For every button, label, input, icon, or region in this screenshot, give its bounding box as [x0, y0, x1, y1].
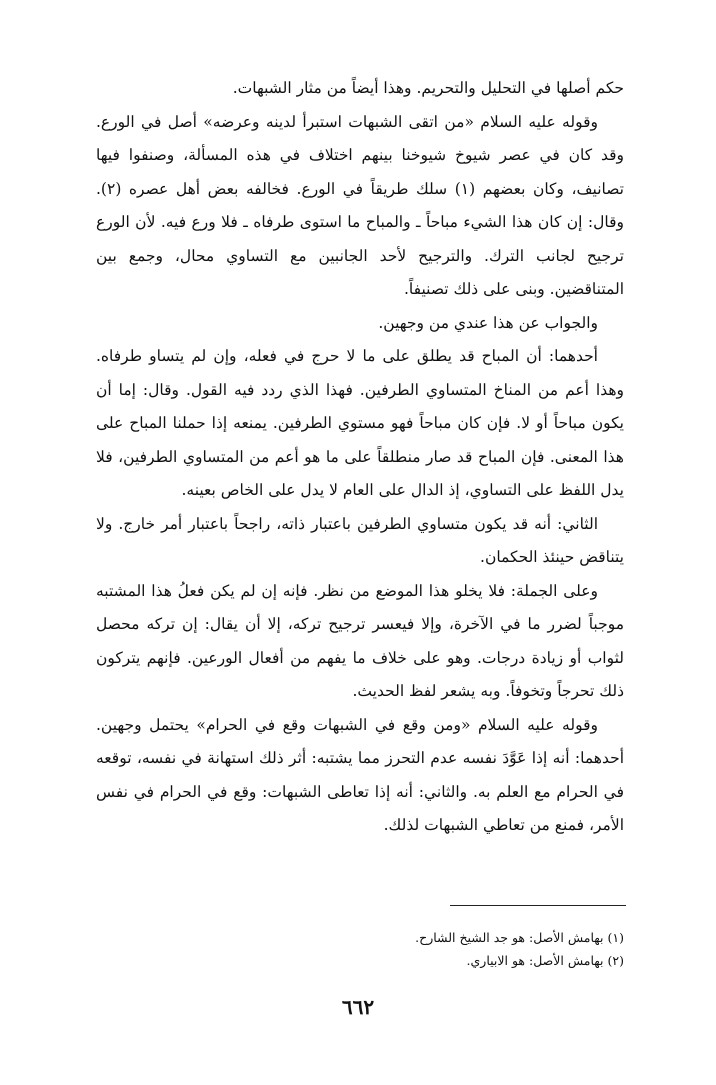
footnote: (٢) بهامش الأصل: هو الابياري.	[466, 953, 624, 968]
paragraph: والجواب عن هذا عندي من وجهين.	[378, 313, 598, 332]
footnote-divider	[450, 905, 626, 906]
paragraph: أحدهما: أن المباح قد يطلق على ما لا حرج في فعله، وإن لم يتساو طرفاه. وهذا أعم من المناخ المتساوي الطرفين. فهذا الذي ردد فيه القول. وقال: إما أن يكون مباحاً أو لا. فإن كان مباحاً فهو مستوي الطرفين. يمنعه إذا حملنا المباح على هذا المعنى. فإن المباح قد صار منطلقاً على ما هو أعم من المتساوي الطرفين، فلا يدل اللفظ على التساوي، إذ الدال على العام لا يدل على الخاص بعينه.	[96, 347, 624, 499]
page-number: ٦٦٢	[341, 995, 375, 1019]
footnotes	[96, 926, 624, 972]
footnote: (١) بهامش الأصل: هو جد الشيخ الشارح.	[415, 930, 624, 945]
body-text	[96, 72, 624, 843]
paragraph: وقوله عليه السلام «ومن وقع في الشبهات وقع في الحرام» يحتمل وجهين. أحدهما: أنه إذا عَوَّدَ نفسه عدم التحرز مما يشتبه: أثر ذلك استهانة في نفسه، توقعه في الحرام مع العلم به. والثاني: أنه إذا تعاطى الشبهات: وقع في الحرام في نفس الأمر، فمنع من تعاطي الشبهات لذلك.	[96, 715, 624, 834]
paragraph: الثاني: أنه قد يكون متساوي الطرفين باعتبار ذاته، راجحاً باعتبار أمر خارج. ولا يتناقض حينئذ الحكمان.	[96, 514, 624, 566]
paragraph: حكم أصلها في التحليل والتحريم. وهذا أيضاً من مثار الشبهات.	[232, 79, 624, 97]
paragraph: وقوله عليه السلام «من اتقى الشبهات استبرأ لدينه وعرضه» أصل في الورع. وقد كان في عصر شيوخ شيوخنا بينهم اختلاف في هذه المسألة، وصنفوا فيها تصانيف، وكان بعضهم (١) سلك طريقاً في الورع. فخالفه بعض أهل عصره (٢). وقال: إن كان هذا الشيء مباحاً ـ والمباح ما استوى طرفاه ـ فلا ورع فيه. لأن الورع ترجيح لجانب الترك. والترجيح لأحد الجانبين مع التساوي محال، وجمع بين المتناقضين. وبنى على ذلك تصنيفاً.	[96, 112, 624, 298]
paragraph: وعلى الجملة: فلا يخلو هذا الموضع من نظر. فإنه إن لم يكن فعلُ هذا المشتبه موجباً لضرر ما في الآخرة، وإلا فيعسر ترجيح تركه، إلا أن يقال: إن تركه محصل لثواب أو زيادة درجات. وهو على خلاف ما يفهم من أفعال الورعين. فإنهم يتركون ذلك تحرجاً وتخوفاً. وبه يشعر لفظ الحديث.	[96, 581, 624, 700]
